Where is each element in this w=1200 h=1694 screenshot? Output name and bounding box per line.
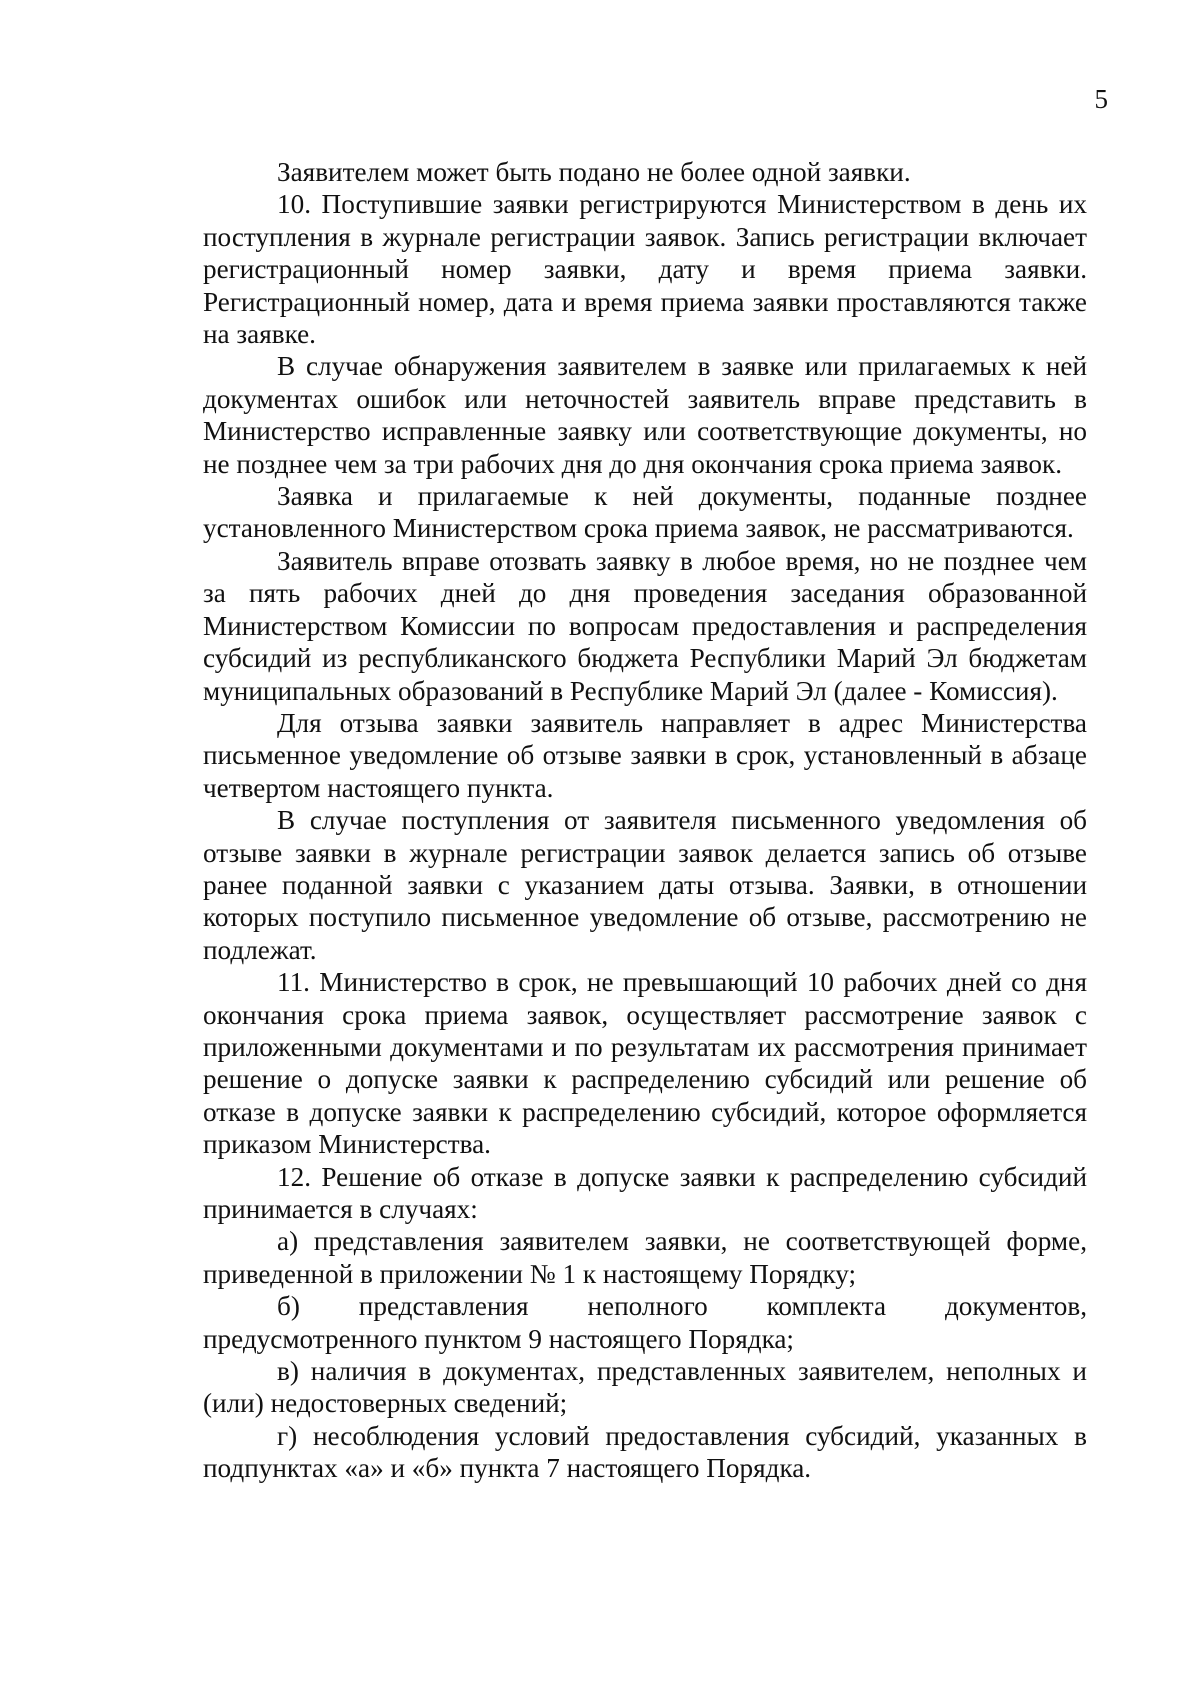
paragraph-withdrawal-right: Заявитель вправе отозвать заявку в любое время, но не позднее чем за пять рабочих дней до дня проведения заседания образованной Министерством Комиссии по вопросам предоставления и распределения субсидий из республиканского бюджета Республики Марий Эл бюджетам муниципальных образований в Республике Марий Эл (далее - Комиссия).	[203, 545, 1087, 706]
page-number: 5	[1094, 84, 1108, 114]
paragraph-refusal-reason-a: а) представления заявителем заявки, не соответствующей форме, приведенной в приложении № 1 к настоящему Порядку;	[203, 1226, 1087, 1289]
paragraph-refusal-reason-g: г) несоблюдения условий предоставления субсидий, указанных в подпунктах «а» и «б» пункта 7 настоящего Порядка.	[203, 1420, 1087, 1484]
paragraph-error-correction: В случае обнаружения заявителем в заявке или прилагаемых к ней документах ошибок или неточностей заявитель вправе представить в Министерство исправленные заявку или соответствующие документы, но не позднее чем за три рабочих дня до дня окончания срока приема заявок.	[203, 351, 1087, 479]
paragraph-refusal-reason-v: в) наличия в документах, представленных заявителем, неполных и (или) недостоверных сведений;	[203, 1356, 1087, 1419]
paragraph-item-10-registration: 10. Поступившие заявки регистрируются Министерством в день их поступления в журнале регистрации заявок. Запись регистрации включает регистрационный номер заявки, дату и время приема заявки. Регистрационный номер, дата и время приема заявки проставляются также на заявке.	[203, 189, 1087, 350]
document-body	[203, 156, 1087, 1485]
paragraph-single-application: Заявителем может быть подано не более одной заявки.	[277, 157, 911, 187]
paragraph-withdrawal-record: В случае поступления от заявителя письменного уведомления об отзыве заявки в журнале регистрации заявок делается запись об отзыве ранее поданной заявки с указанием даты отзыва. Заявки, в отношении которых поступило письменное уведомление об отзыве, рассмотрению не подлежат.	[203, 805, 1087, 965]
paragraph-item-11-review: 11. Министерство в срок, не превышающий 10 рабочих дней со дня окончания срока приема заявок, осуществляет рассмотрение заявок с приложенными документами и по результатам их рассмотрения принимает решение о допуске заявки к распределению субсидий или решение об отказе в допуске заявки к распределению субсидий, которое оформляется приказом Министерства.	[203, 967, 1087, 1160]
paragraph-item-12-refusal: 12. Решение об отказе в допуске заявки к распределению субсидий принимается в случаях:	[203, 1161, 1087, 1224]
paragraph-late-applications: Заявка и прилагаемые к ней документы, поданные позднее установленного Министерством срока приема заявок, не рассматриваются.	[203, 481, 1087, 544]
paragraph-refusal-reason-b: б) представления неполного комплекта документов, предусмотренного пунктом 9 настоящего Порядка;	[203, 1291, 1087, 1354]
paragraph-withdrawal-notice: Для отзыва заявки заявитель направляет в адрес Министерства письменное уведомление об отзыве заявки в срок, установленный в абзаце четвертом настоящего пункта.	[203, 707, 1087, 803]
